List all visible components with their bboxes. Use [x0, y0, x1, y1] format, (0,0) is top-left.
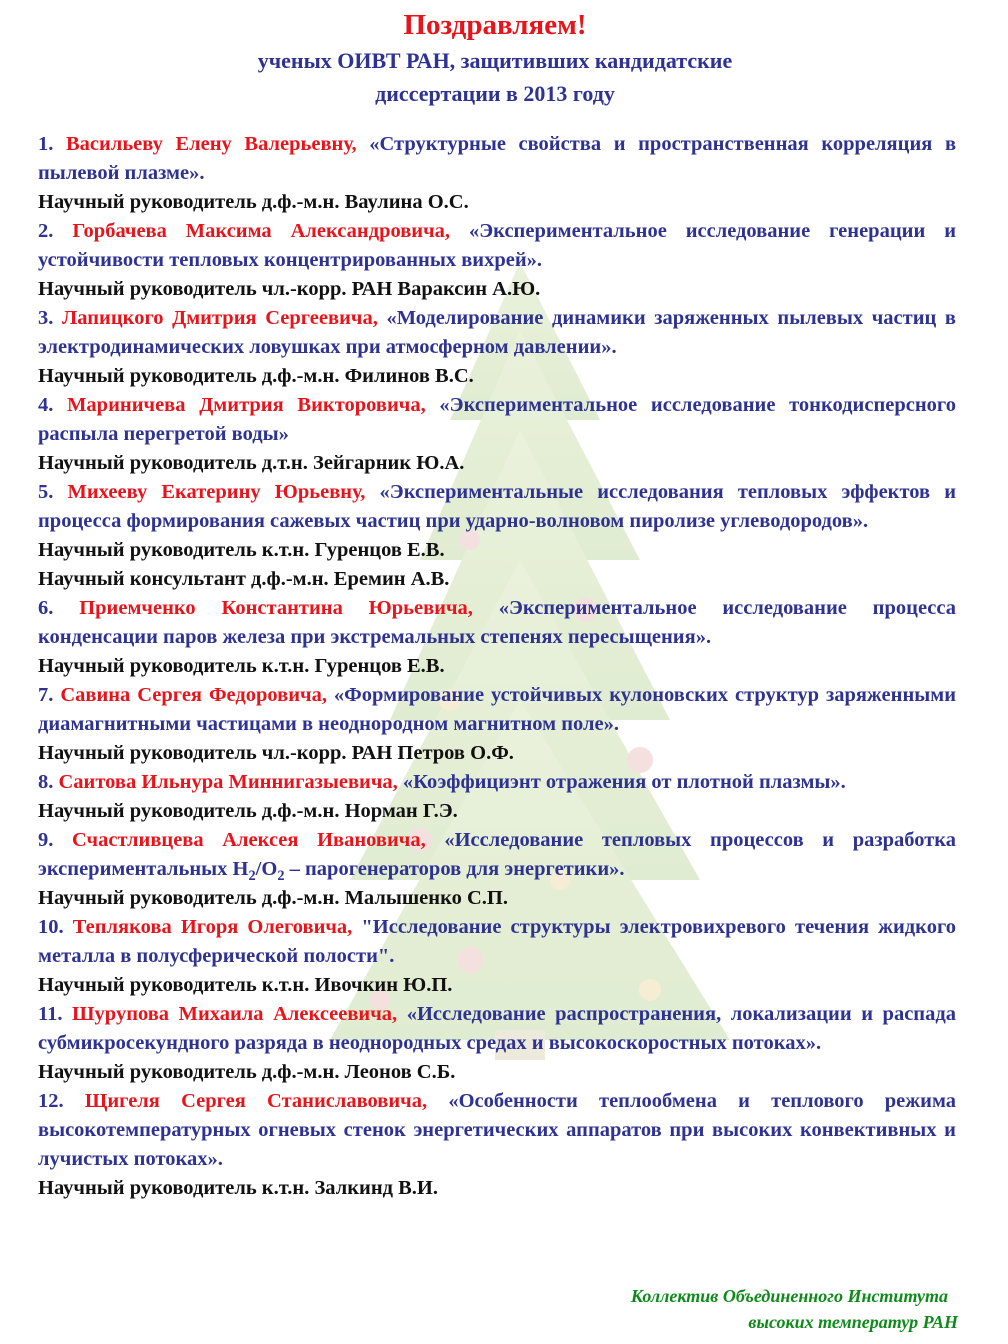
list-item — [38, 681, 956, 768]
entry-topic: «Экспериментальное исследование процесса конденсации паров железа при экстремальных степенях пересыщения». — [38, 597, 956, 648]
entry-supervisor: Научный руководитель чл.-корр. РАН Вараксин А.Ю. — [38, 278, 541, 300]
entry-name: Михееву Екатерину Юрьевну, — [67, 481, 366, 503]
entry-name: Васильеву Елену Валерьевну, — [65, 133, 357, 155]
entry-supervisor: Научный руководитель к.т.н. Гуренцов Е.В. — [38, 539, 445, 561]
entry-number: 10. — [38, 916, 64, 938]
entry-number: 12. — [38, 1090, 64, 1112]
entry-supervisor: Научный руководитель к.т.н. Залкинд В.И. — [38, 1177, 438, 1199]
list-item — [38, 217, 956, 304]
entry-supervisor: Научный руководитель к.т.н. Ивочкин Ю.П. — [38, 974, 453, 996]
list-item — [38, 304, 956, 391]
entry-name: Теплякова Игоря Олеговича, — [72, 916, 353, 938]
entry-name: Счастливцева Алексея Ивановича, — [72, 829, 426, 851]
entry-topic: «Экспериментальное исследование тонкодисперсного распыла перегретой воды» — [38, 394, 956, 445]
list-item — [38, 768, 956, 826]
list-item — [38, 913, 956, 1000]
entry-name: Саитова Ильнура Миннигазыевича, — [58, 771, 398, 793]
entry-topic: «Формирование устойчивых кулоновских структур заряженными диамагнитными частицами в неоднородном магнитном поле». — [38, 684, 957, 735]
entry-number: 5. — [38, 481, 54, 503]
entry-supervisor: Научный руководитель д.т.н. Зейгарник Ю.А. — [38, 452, 465, 474]
entry-topic: «Особенности теплообмена и теплового режима высокотемпературных огневых стенок энергетических аппаратов при высоких конвективных и лучистых потоках». — [38, 1090, 957, 1170]
entry-topic: «Экспериментальное исследование генерации и устойчивости тепловых концентрированных вихрей». — [38, 220, 957, 271]
list-item — [38, 594, 956, 681]
list-item — [38, 1087, 956, 1203]
entry-supervisor: Научный руководитель д.ф.-м.н. Малышенко С.П. — [38, 887, 508, 909]
page-subtitle-line2: диссертации в 2013 году — [375, 81, 615, 106]
entry-topic: "Исследование структуры электровихревого течения жидкого металла в полусферической полости". — [38, 916, 957, 967]
entry-supervisor: Научный руководитель д.ф.-м.н. Филинов В.С. — [38, 365, 474, 387]
entry-name: Щигеля Сергея Станиславовича, — [84, 1090, 428, 1112]
dissertation-list — [38, 130, 956, 1203]
entry-number: 11. — [38, 1003, 63, 1025]
entry-name: Лапицкого Дмитрия Сергеевича, — [61, 307, 378, 329]
list-item — [38, 130, 956, 217]
entry-supervisor: Научный руководитель к.т.н. Гуренцов Е.В. — [38, 655, 445, 677]
entry-topic: «Коэффициэнт отражения от плотной плазмы». — [402, 771, 846, 793]
entry-number: 1. — [38, 133, 54, 155]
entry-supervisor: Научный руководитель д.ф.-м.н. Ваулина О.С. — [38, 191, 469, 213]
footer-signature-line1: Коллектив Объединенного Института — [630, 1286, 948, 1306]
list-item — [38, 826, 956, 913]
page-subtitle-line1: ученых ОИВТ РАН, защитивших кандидатские — [257, 48, 733, 73]
list-item — [38, 1000, 956, 1087]
entry-topic: «Исследование распространения, локализации и распада субмикросекундного разряда в неоднородных средах и высокоскоростных потоках». — [38, 1003, 956, 1054]
entry-topic: «Структурные свойства и пространственная корреляция в пылевой плазме». — [38, 133, 957, 184]
list-item — [38, 391, 956, 478]
page-title: Поздравляем! — [403, 9, 587, 41]
list-item — [38, 478, 956, 594]
entry-name: Мариничева Дмитрия Викторовича, — [67, 394, 426, 416]
entry-number: 3. — [38, 307, 54, 329]
entry-name: Приемченко Константина Юрьевича, — [79, 597, 473, 619]
entry-number: 6. — [38, 597, 54, 619]
entry-name: Савина Сергея Федоровича, — [60, 684, 327, 706]
entry-number: 9. — [38, 829, 54, 851]
entry-number: 4. — [38, 394, 54, 416]
entry-consultant: Научный консультант д.ф.-м.н. Еремин А.В. — [38, 568, 450, 590]
entry-name: Горбачева Максима Александровича, — [72, 220, 451, 242]
entry-topic: «Исследование тепловых процессов и разработка экспериментальных $H_2/O_2$ – парогенераторов для энергетики». — [38, 829, 957, 885]
footer-signature-line2: высоких температур РАН — [748, 1312, 958, 1332]
entry-supervisor: Научный руководитель чл.-корр. РАН Петров О.Ф. — [38, 742, 514, 764]
entry-number: 7. — [38, 684, 54, 706]
entry-supervisor: Научный руководитель д.ф.-м.н. Норман Г.Э. — [38, 800, 458, 822]
entry-number: 2. — [38, 220, 54, 242]
entry-topic: «Экспериментальные исследования тепловых эффектов и процесса формирования сажевых частиц при ударно-волновом пиролизе углеводородов». — [38, 481, 957, 532]
entry-topic: «Моделирование динамики заряженных пылевых частиц в электродинамических ловушках при атмосферном давлении». — [38, 307, 956, 358]
entry-number: 8. — [38, 771, 54, 793]
entry-supervisor: Научный руководитель д.ф.-м.н. Леонов С.Б. — [38, 1061, 456, 1083]
entry-name: Шурупова Михаила Алексеевича, — [72, 1003, 398, 1025]
